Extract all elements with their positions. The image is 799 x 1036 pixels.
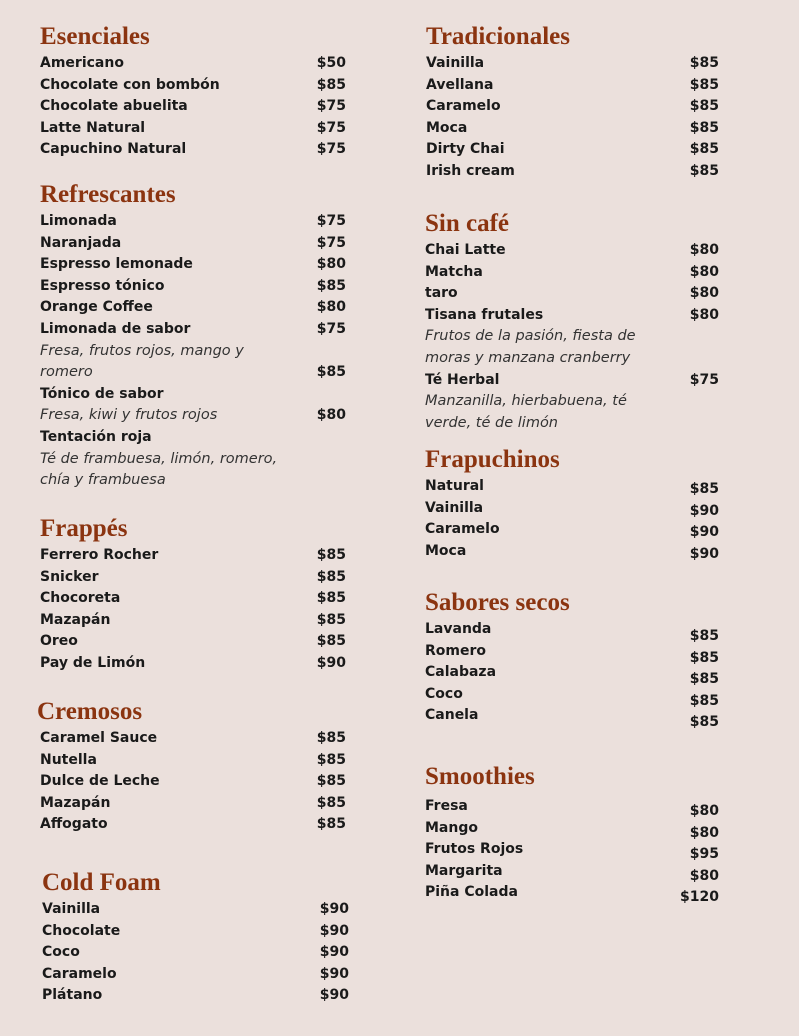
menu-item (42, 964, 349, 986)
menu-item (40, 427, 346, 449)
menu-item (426, 139, 719, 161)
item-name: Romero (425, 642, 487, 659)
item-name: Ferrero Rocher (40, 547, 159, 563)
menu-item (40, 233, 346, 255)
item-price: $85 (316, 611, 346, 628)
item-price: $85 (316, 590, 346, 607)
item-name: Calabaza (425, 664, 497, 681)
item-price: $80 (316, 299, 346, 316)
item-price: $85 (316, 568, 346, 585)
item-name: Dulce de Leche (40, 773, 160, 790)
item-name: Chai Latte (425, 242, 506, 258)
menu-item (40, 771, 346, 793)
item-price: $75 (689, 371, 719, 388)
item-name: Caramelo (42, 965, 117, 982)
menu-item (40, 588, 346, 610)
item-name: taro (425, 285, 458, 302)
menu-item (40, 254, 346, 276)
menu-item (425, 370, 719, 392)
item-price: $85 (316, 773, 346, 790)
item-name: Tónico de sabor (40, 385, 164, 402)
menu-item (426, 118, 719, 140)
item-description: chía y frambuesa (40, 472, 166, 489)
item-price: $85 (689, 76, 719, 93)
section-title: Frappés (40, 515, 128, 542)
item-name: Moca (425, 542, 467, 559)
menu-item (42, 921, 349, 943)
item-price: $80 (316, 407, 346, 424)
item-name: Canela (425, 707, 479, 724)
item-price: $90 (319, 965, 349, 982)
item-price: $80 (689, 803, 719, 819)
item-price: $85 (689, 671, 719, 688)
item-price: $90 (689, 545, 719, 562)
section-tradicionales (426, 22, 719, 183)
item-name: Vainilla (426, 55, 485, 71)
item-price: $85 (316, 751, 346, 768)
item-price: $85 (316, 547, 346, 563)
menu-item (40, 750, 346, 772)
menu-item (40, 384, 346, 406)
item-price: $80 (689, 263, 719, 280)
item-price: $90 (319, 944, 349, 961)
item-name: Snicker (40, 568, 99, 585)
item-price: $75 (316, 141, 346, 158)
section-title: Frapuchinos (425, 446, 560, 473)
item-name: Orange Coffee (40, 299, 153, 316)
item-name: Tentación roja (40, 428, 152, 445)
item-price: $85 (689, 692, 719, 709)
menu-item (425, 240, 719, 262)
menu-item (425, 283, 719, 305)
menu-item (40, 319, 346, 341)
section-title: Cold Foam (42, 869, 161, 896)
item-price: $85 (689, 119, 719, 136)
section-title: Tradicionales (426, 23, 570, 50)
menu-item (40, 545, 346, 567)
item-price: $85 (316, 816, 346, 833)
item-name: Piña Colada (425, 884, 518, 901)
item-name: Irish cream (426, 162, 515, 179)
item-name: Vainilla (42, 901, 101, 917)
item-price: $75 (316, 234, 346, 251)
menu-item (426, 161, 719, 183)
menu-item (40, 793, 346, 815)
item-name: Nutella (40, 751, 97, 768)
item-name: Chocoreta (40, 590, 121, 607)
menu-item (425, 262, 719, 284)
section-sabores-secos (425, 588, 719, 734)
item-description-row (40, 362, 346, 384)
menu-item (40, 814, 346, 836)
menu-item (42, 985, 349, 1007)
section-title: Sabores secos (425, 589, 570, 616)
item-price: $85 (316, 364, 346, 381)
item-price: $90 (689, 502, 719, 519)
menu-item (40, 297, 346, 319)
item-price: $80 (316, 256, 346, 273)
item-name: Mazapán (40, 611, 111, 628)
item-name: Americano (40, 55, 124, 71)
item-name: Espresso lemonade (40, 256, 193, 273)
menu-item (40, 631, 346, 653)
item-name: Avellana (426, 76, 494, 93)
item-description: Té de frambuesa, limón, romero, (40, 450, 278, 467)
item-name: Oreo (40, 633, 78, 650)
item-name: Mazapán (40, 794, 111, 811)
item-price: $80 (689, 242, 719, 258)
item-name: Chocolate abuelita (40, 98, 188, 115)
item-name: Espresso tónico (40, 277, 165, 294)
item-name: Limonada de sabor (40, 320, 191, 337)
item-name: Fresa (425, 798, 468, 814)
menu-item (426, 53, 719, 75)
item-price: $85 (689, 55, 719, 71)
item-description: Fresa, kiwi y frutos rojos (40, 407, 218, 424)
menu-item (42, 942, 349, 964)
menu-item (426, 75, 719, 97)
section-refrescantes (40, 180, 346, 492)
menu-item (40, 610, 346, 632)
item-price: $85 (316, 794, 346, 811)
menu-item (42, 899, 349, 921)
item-price: $85 (689, 628, 719, 644)
menu-item (40, 75, 346, 97)
item-name: Tisana frutales (425, 306, 544, 323)
item-name: Mango (425, 819, 478, 836)
menu-item (40, 653, 346, 675)
item-name: Moca (426, 119, 468, 136)
item-name: Pay de Limón (40, 654, 146, 671)
item-price: $95 (689, 846, 719, 863)
item-price: $120 (680, 889, 719, 906)
item-description-row (40, 405, 346, 427)
section-title: Refrescantes (40, 181, 176, 208)
item-name: Latte Natural (40, 119, 146, 136)
item-description: Manzanilla, hierbabuena, té (425, 393, 627, 410)
menu-item (40, 211, 346, 233)
item-price: $85 (316, 76, 346, 93)
section-frappes (40, 514, 346, 675)
item-description: Fresa, frutos rojos, mango y (40, 342, 244, 359)
item-price: $85 (689, 649, 719, 666)
item-price: $85 (316, 277, 346, 294)
item-name: Chocolate (42, 922, 121, 939)
item-price: $85 (316, 730, 346, 746)
menu-item (40, 118, 346, 140)
item-price: $75 (316, 98, 346, 115)
item-name: Limonada (40, 213, 117, 229)
section-title: Cremosos (37, 698, 143, 725)
menu-item (40, 53, 346, 75)
section-frapuchinos (425, 445, 719, 565)
item-price: $90 (319, 901, 349, 917)
item-description: Frutos de la pasión, fiesta de (425, 328, 636, 345)
section-smoothies (425, 762, 719, 909)
item-price: $80 (689, 306, 719, 323)
item-name: Coco (42, 944, 80, 961)
menu-item (426, 96, 719, 118)
item-name: Naranjada (40, 234, 122, 251)
section-title: Esenciales (40, 23, 150, 50)
menu-item (40, 728, 346, 750)
item-price: $75 (316, 320, 346, 337)
item-price: $85 (689, 714, 719, 731)
item-description: moras y manzana cranberry (425, 349, 631, 366)
item-name: Té Herbal (425, 371, 500, 388)
item-price: $80 (689, 285, 719, 302)
menu-item (40, 567, 346, 589)
item-price: $80 (689, 867, 719, 884)
item-price: $85 (689, 98, 719, 115)
item-price: $75 (316, 119, 346, 136)
item-name: Affogato (40, 816, 108, 833)
item-price: $85 (689, 481, 719, 497)
item-description: verde, té de limón (425, 414, 558, 431)
item-price: $90 (316, 654, 346, 671)
item-price: $85 (316, 633, 346, 650)
section-cremosos (37, 697, 346, 836)
item-price: $80 (689, 824, 719, 841)
section-esenciales (40, 22, 346, 161)
item-name: Caramelo (426, 98, 501, 115)
item-price: $90 (689, 524, 719, 541)
item-name: Dirty Chai (426, 141, 505, 158)
item-name: Chocolate con bombón (40, 76, 220, 93)
menu-item (40, 276, 346, 298)
item-name: Matcha (425, 263, 483, 280)
item-price: $85 (689, 162, 719, 179)
item-name: Frutos Rojos (425, 841, 524, 858)
item-price: $75 (316, 213, 346, 229)
section-title: Sin café (425, 210, 510, 237)
menu-item (40, 96, 346, 118)
item-price: $90 (319, 987, 349, 1004)
item-name: Coco (425, 685, 463, 702)
item-name: Caramelo (425, 521, 500, 538)
item-price: $50 (316, 55, 346, 71)
menu-item (425, 305, 719, 327)
item-name: Caramel Sauce (40, 730, 158, 746)
item-description: romero (40, 364, 93, 381)
section-sin-cafe (425, 209, 719, 434)
section-title: Smoothies (425, 763, 535, 790)
item-name: Vainilla (425, 499, 484, 516)
item-name: Lavanda (425, 621, 492, 637)
item-price: $85 (689, 141, 719, 158)
menu-item (40, 139, 346, 161)
section-cold-foam (42, 868, 349, 1007)
item-name: Natural (425, 478, 484, 494)
item-price: $90 (319, 922, 349, 939)
item-name: Plátano (42, 987, 103, 1004)
item-name: Capuchino Natural (40, 141, 187, 158)
item-name: Margarita (425, 862, 503, 879)
